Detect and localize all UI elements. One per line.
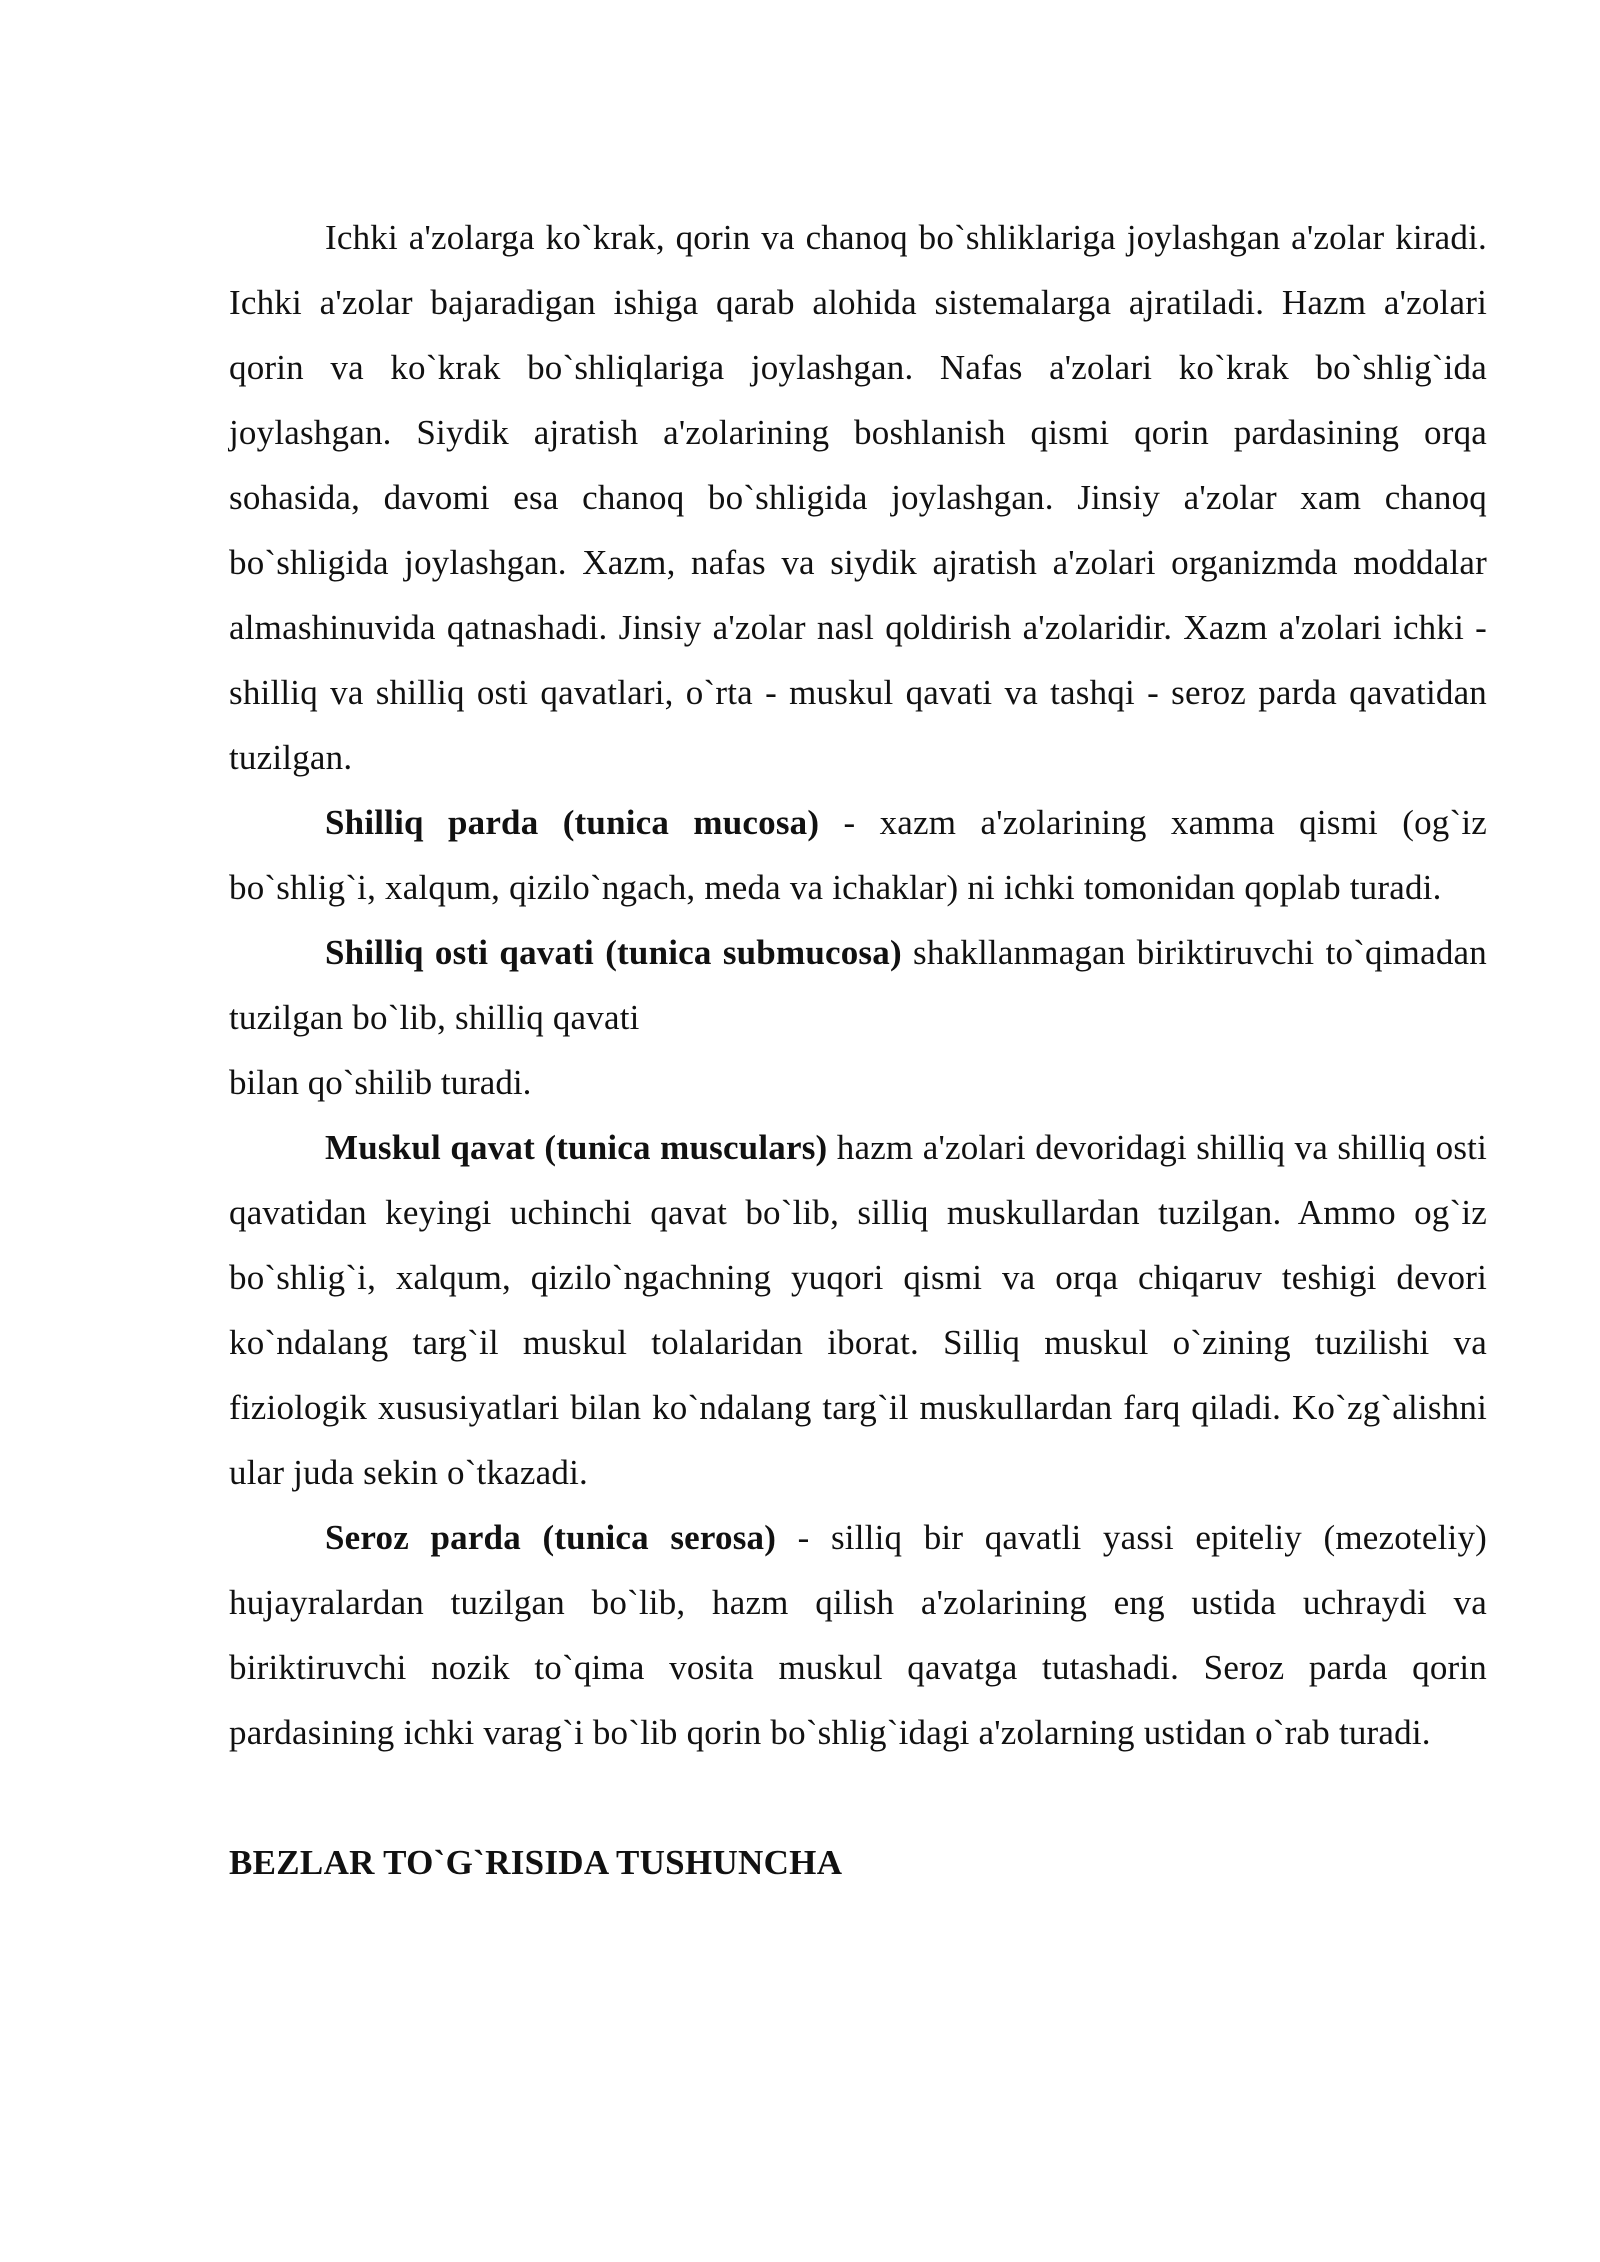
paragraph-text: hazm a'zolari devoridagi shilliq va shilliq osti qavatidan keyingi uchinchi qavat bo`lib, silliq muskullardan tuzilgan. Ammo og`iz bo`shlig`i, xalqum, qizilo`ngachning yuqori qismi va orqa chiqaruv teshigi devori ko`ndalang targ`il muskul tolalaridan iborat. Silliq muskul o`zining tuzilishi va fiziologik xususiyatlari bilan ko`ndalang targ`il muskullardan farq qiladi. Ko`zg`alishni ular juda sekin o`tkazadi.: [229, 1128, 1488, 1492]
paragraph-internal-organs: [229, 205, 1487, 790]
paragraph-muscular: [229, 1115, 1487, 1505]
term-muscular: Muskul qavat (tunica musculars): [325, 1128, 828, 1167]
paragraph-serosa: [229, 1505, 1487, 1765]
document-page: [229, 205, 1487, 1895]
paragraph-text: - silliq bir qavatli yassi epiteliy (mezoteliy) hujayralardan tuzilgan bo`lib, hazm qilish a'zolarining eng ustida uchraydi va biriktiruvchi nozik to`qima vosita muskul qavatga tutashadi. Seroz parda qorin pardasining ichki varag`i bo`lib qorin bo`shlig`idagi a'zolarning ustidan o`rab turadi.: [229, 1518, 1487, 1752]
paragraph-text: Ichki a'zolarga ko`krak, qorin va chanoq bo`shliklariga joylashgan a'zolar kiradi. Ichki a'zolar bajaradigan ishiga qarab alohida sistemalarga ajratiladi. Hazm a'zolari qorin va ko`krak bo`shliqlariga joylashgan. Nafas a'zolari ko`krak bo`shlig`ida joylashgan. Siydik ajratish a'zolarining boshlanish qismi qorin pardasining orqa sohasida, davomi esa chanoq bo`shligida joylashgan. Jinsiy a'zolar xam chanoq bo`shligida joylashgan. Xazm, nafas va siydik ajratish a'zolari organizmda moddalar almashinuvida qatnashadi. Jinsiy a'zolar nasl qoldirish a'zolaridir. Xazm a'zolari ichki - shilliq va shilliq osti qavatlari, o`rta - muskul qavati va tashqi - seroz parda qavatidan tuzilgan.: [229, 218, 1487, 777]
term-mucosa: Shilliq parda (tunica mucosa): [325, 803, 820, 842]
paragraph-submucosa-tail: [229, 1050, 1487, 1115]
term-serosa: Seroz parda (tunica serosa): [325, 1518, 777, 1557]
paragraph-submucosa: [229, 920, 1487, 1050]
section-heading: BEZLAR TO`G`RISIDA TUSHUNCHA: [229, 1843, 843, 1882]
paragraph-text: bilan qo`shilib turadi.: [229, 1063, 532, 1102]
term-submucosa: Shilliq osti qavati (tunica submucosa): [325, 933, 902, 972]
paragraph-text: shakllanmagan biriktiruvchi to`qimadan tuzilgan bo`lib, shilliq qavati: [229, 933, 1487, 1037]
paragraph-text: - xazm a'zolarining xamma qismi (og`iz bo`shlig`i, xalqum, qizilo`ngach, meda va ichaklar) ni ichki tomonidan qoplab turadi.: [229, 803, 1487, 907]
paragraph-mucosa: [229, 790, 1487, 920]
